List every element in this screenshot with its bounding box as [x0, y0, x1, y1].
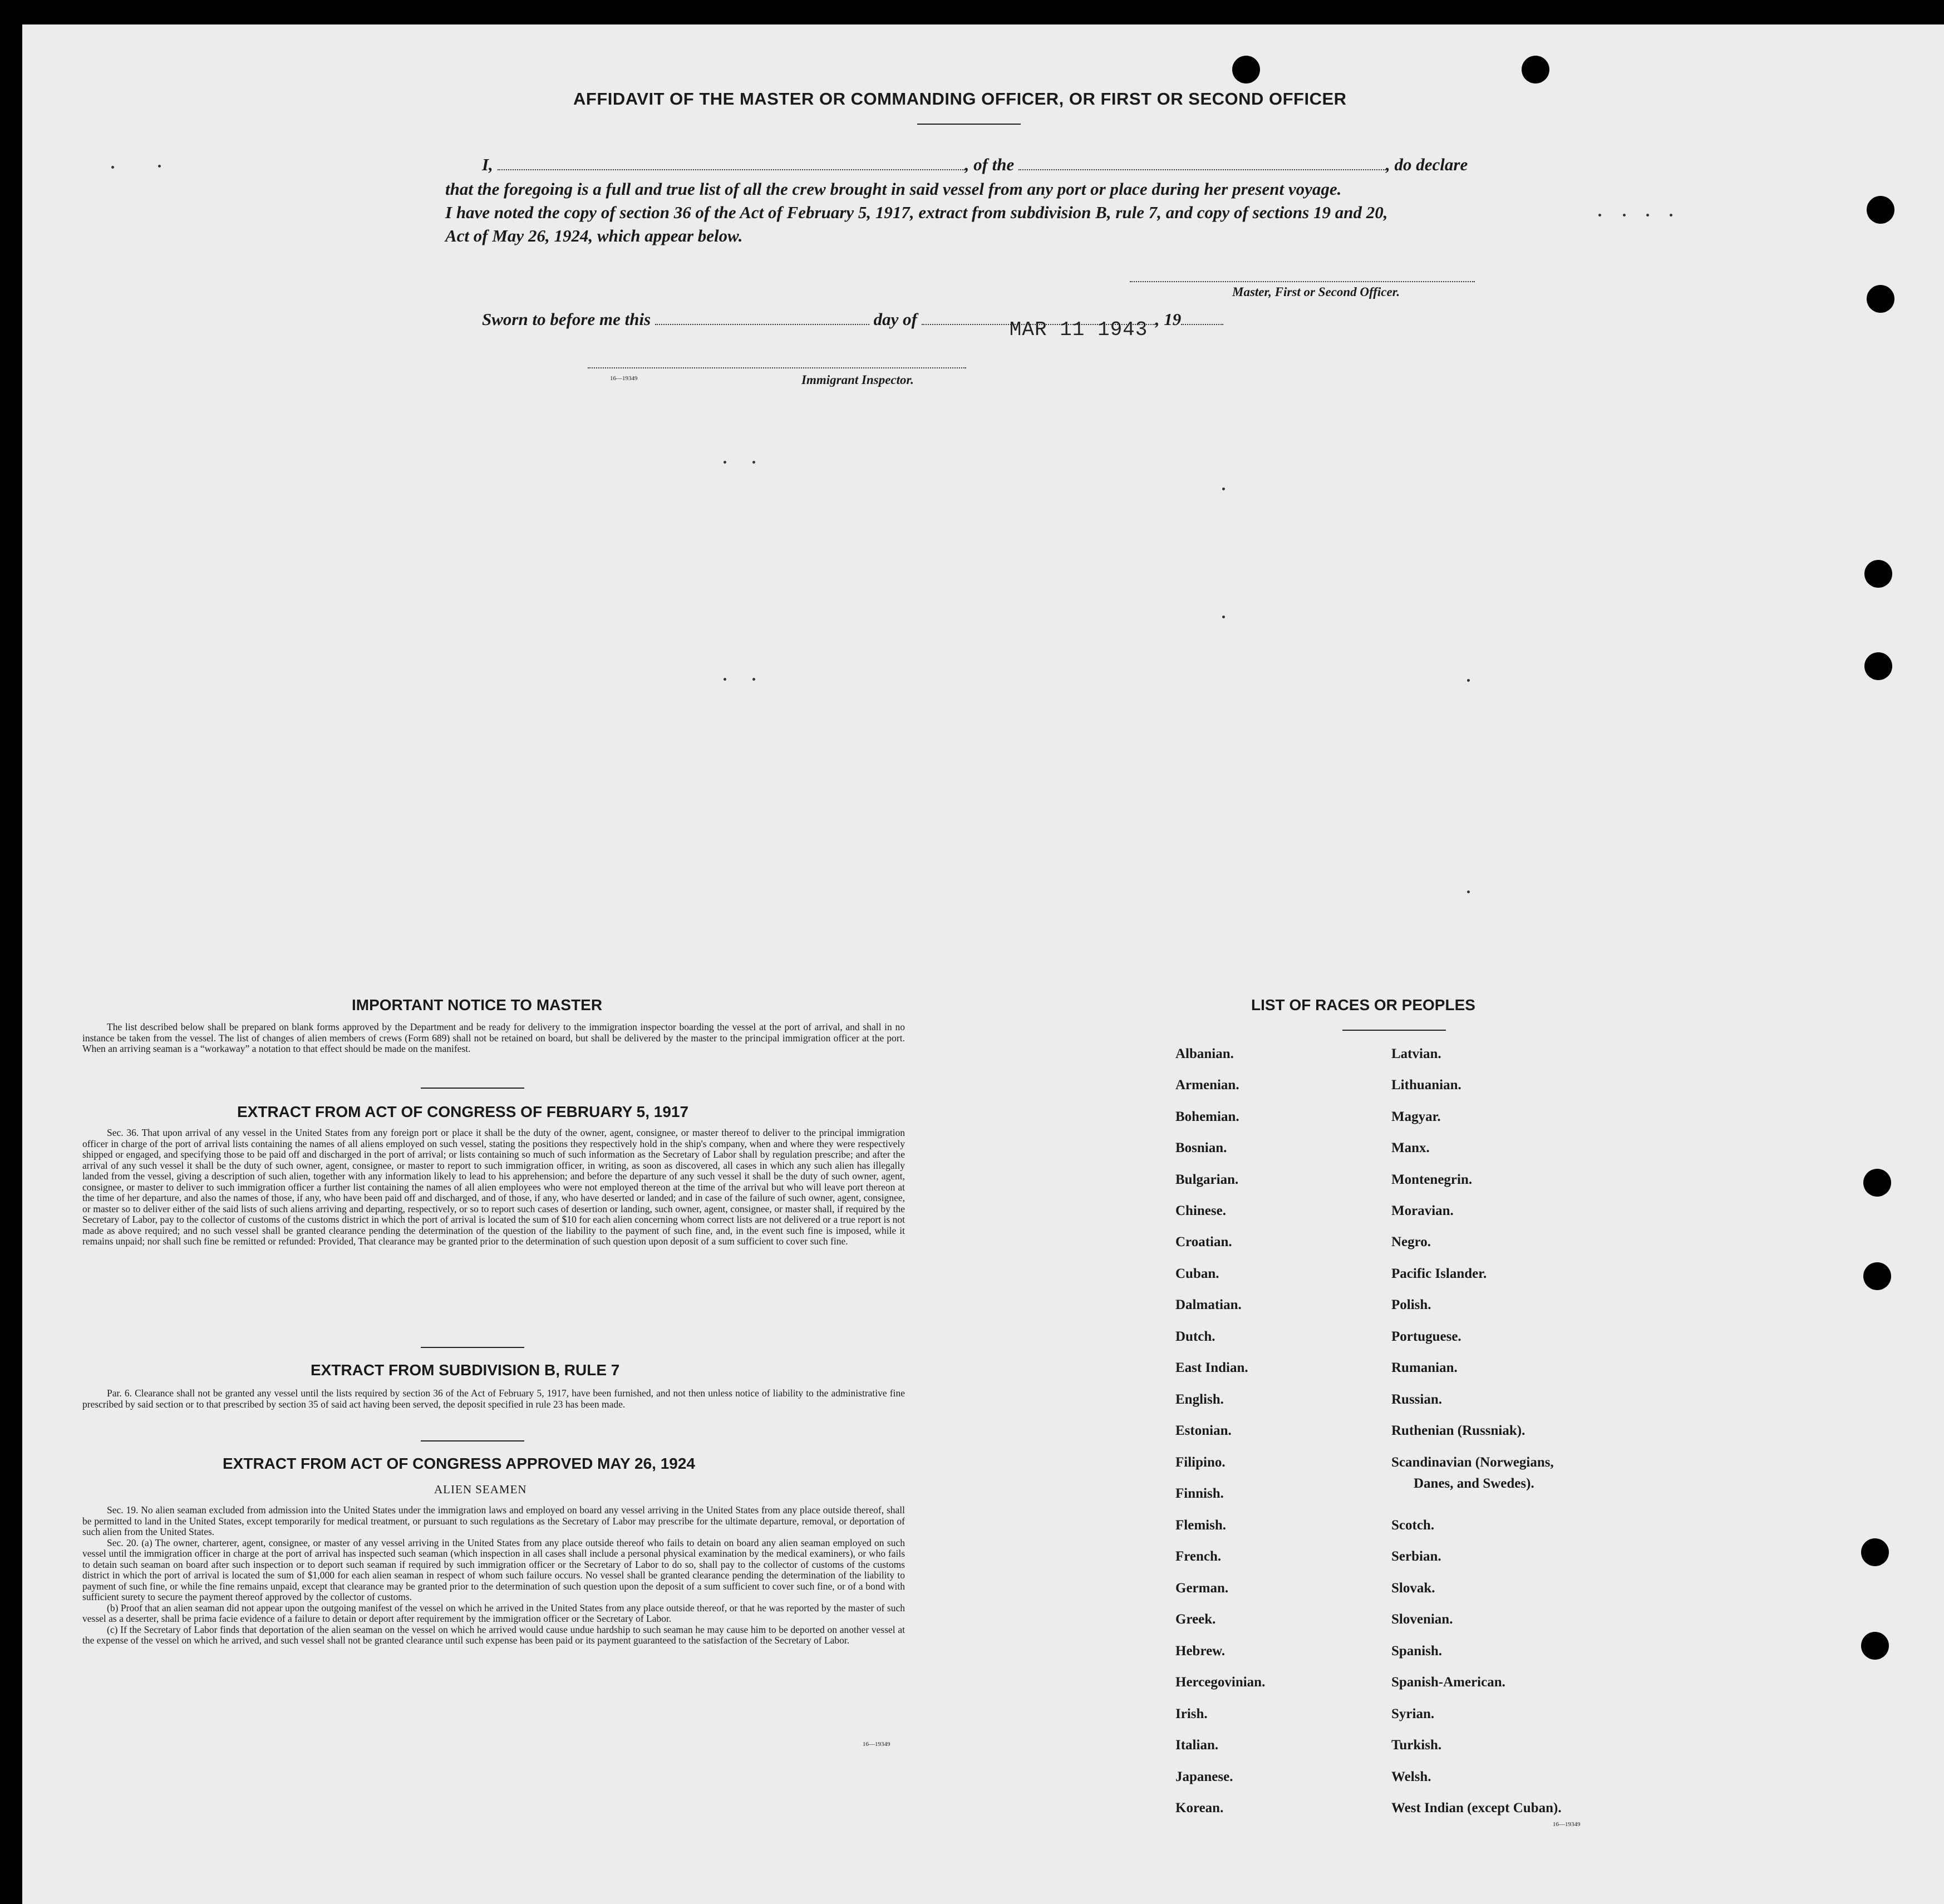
notice-heading: IMPORTANT NOTICE TO MASTER: [352, 996, 603, 1014]
print-speck: [1222, 488, 1225, 490]
races-rule: [1342, 1030, 1446, 1031]
sworn-line: [482, 309, 1223, 341]
declaration-line-1: [482, 155, 1468, 175]
race-item: East Indian.: [1175, 1360, 1248, 1375]
declaration-line-2: that the foregoing is a full and true list of all the crew brought in said vessel from any port or place during her present voyage.: [445, 179, 1342, 199]
declaration-line-3: I have noted the copy of section 36 of the Act of February 5, 1917, extract from subdivision B, rule 7, and copy of sections 19 and 20,: [445, 203, 1388, 222]
sec-20b-text: (b) Proof that an alien seaman did not appear upon the outgoing manifest of the vessel on which he arrived in the United States from any place outside thereof, or that he was reported by the master of such vessel as a deserter, shall be prima facie evidence of a failure to detain or deport after requirement by the immigration officer or the Secretary of Labor.: [82, 1602, 905, 1624]
print-speck: [1467, 890, 1470, 893]
punch-hole: [1861, 1538, 1889, 1566]
race-item: Korean.: [1175, 1800, 1224, 1816]
races-heading: LIST OF RACES OR PEOPLES: [1251, 996, 1475, 1014]
race-item: Negro.: [1391, 1234, 1431, 1249]
race-item: Portuguese.: [1391, 1329, 1461, 1344]
race-item: Turkish.: [1391, 1738, 1442, 1753]
race-item: Spanish.: [1391, 1644, 1443, 1659]
race-item: Magyar.: [1391, 1109, 1441, 1124]
punch-hole: [1863, 1262, 1891, 1290]
race-item: Rumanian.: [1391, 1360, 1458, 1375]
print-speck: [752, 678, 755, 681]
print-speck: [724, 678, 726, 681]
print-speck: [1467, 679, 1470, 682]
do-declare-label: , do declare: [1386, 155, 1468, 174]
print-speck: [1222, 616, 1225, 618]
race-item: Italian.: [1175, 1738, 1219, 1753]
race-item: West Indian (except Cuban).: [1391, 1800, 1562, 1816]
race-item: Welsh.: [1391, 1769, 1431, 1784]
sec-36-text: Sec. 36. That upon arrival of any vessel in the United States from any foreign port or place it shall be the duty of the owner, agent, consignee, or master thereof to deliver to the principal immigration officer in charge of the port of arrival lists containing the names of all aliens employed on such vessel, stating the positions they respectively hold in the ship's company, when and where they were respectively shipped or engaged, and specifying those to be paid off and discharged in the port of arrival; or lists containing so much of such information as the Secretary of Labor shall by regulation prescribe; and after the arrival of any such vessel it shall be the duty of such owner, agent, consignee, or master to report to such immigration officer, in writing, as soon as discovered, all cases in which any such alien has illegally landed from the vessel, giving a description of such alien, together with any information likely to lead to his apprehension; and before the departure of any such vessel it shall be the duty of such owner, agent, consignee, or master to deliver to such immigration officer a further list containing the names of all alien employees who were not employed thereon at the time of the arrival but who will leave port thereon at the time of her departure, and also the names of those, if any, who have been paid off and discharged, and of those, if any, who have deserted or landed; and in case of the failure of such owner, agent, consignee, or master so to deliver either of the said lists of such aliens arriving and departing, respectively, or so to report such cases of desertion or landing, such owner, agent, consignee, or master shall, if required by the Secretary of Labor, pay to the collector of customs of the customs district in which the port of arrival is located the sum of $10 for each alien concerning whom correct lists are not delivered or a true report is not made as above required; and no such vessel shall be granted clearance pending the determination of the question of the liability to the payment of such fine, and, in the event such fine is imposed, while it remains unpaid; nor shall such fine be remitted or refunded: Provided, That clearance may be granted prior to the determination of such question upon deposit of a sum sufficient to cover such fine.: [82, 1127, 905, 1247]
print-speck: [1670, 214, 1672, 217]
punch-hole: [1861, 1632, 1889, 1660]
punch-hole: [1232, 56, 1260, 83]
race-item: Slovak.: [1391, 1581, 1435, 1596]
race-item: Dutch.: [1175, 1329, 1215, 1344]
name-field[interactable]: [498, 169, 965, 170]
extract-1917-heading: EXTRACT FROM ACT OF CONGRESS OF FEBRUARY 5, 1917: [237, 1103, 689, 1120]
punch-hole: [1864, 560, 1892, 588]
race-item: Syrian.: [1391, 1706, 1435, 1721]
day-field[interactable]: [655, 324, 869, 325]
affidavit-title: AFFIDAVIT OF THE MASTER OR COMMANDING OFFICER, OR FIRST OR SECOND OFFICER: [573, 89, 1347, 109]
race-item: Japanese.: [1175, 1769, 1233, 1784]
race-item: Hercegovinian.: [1175, 1675, 1266, 1690]
year-label: , 19: [1155, 309, 1182, 329]
race-item: Estonian.: [1175, 1423, 1232, 1438]
punch-hole: [1867, 285, 1894, 313]
print-speck: [724, 461, 726, 464]
race-item: Finnish.: [1175, 1486, 1224, 1501]
punch-hole: [1867, 196, 1894, 224]
notice-body: [82, 1022, 905, 1055]
extract-1917-body: [82, 1128, 905, 1247]
sec-20c-text: (c) If the Secretary of Labor finds that deportation of the alien seaman on the vessel on which he arrived would cause undue hardship to such seaman he may cause him to be deported on another vessel at the expense of the vessel on which he arrived, and such vessel shall not be granted clearance until such expense has been paid or its payment guaranteed to the satisfaction of the Secretary of Labor.: [82, 1623, 905, 1646]
race-item: Scotch.: [1391, 1518, 1435, 1533]
race-item: German.: [1175, 1581, 1229, 1596]
race-item: Danes, and Swedes).: [1414, 1476, 1534, 1491]
rule-7-body: [82, 1388, 905, 1410]
race-item: Lithuanian.: [1391, 1078, 1461, 1093]
sec-20a-text: Sec. 20. (a) The owner, charterer, agent, consignee, or master of any vessel arriving in the United States from any place outside thereof who fails to detain on board any alien seaman employed on such vessel until the immigration officer in charge at the port of arrival has inspected such seaman (which inspection in all cases shall include a personal physical examination by the medical examiners), or who fails to detain such seaman on board after such inspection or to deport such seaman if required by such immigration officer or the Secretary of Labor to do so, shall pay to the collector of customs of the customs district in which the port of arrival is located the sum of $1,000 for each alien seaman in respect of whom such failure occurs. No vessel shall be granted clearance pending the determination of the liability to payment of such fine, or while the fine remains unpaid, except that clearance may be granted prior to the determination of such question upon the deposit of a sum sufficient to cover such fine, or of a bond with sufficient surety to secure the payment thereof approved by the collector of customs.: [82, 1537, 905, 1602]
race-item: Armenian.: [1175, 1078, 1239, 1093]
form-code: 16—19349: [610, 375, 638, 382]
print-speck: [752, 461, 755, 464]
section-rule: [421, 1440, 524, 1441]
punch-hole: [1522, 56, 1549, 83]
section-rule: [421, 1088, 524, 1089]
date-stamp: MAR 11 1943: [1009, 318, 1148, 341]
race-item: Russian.: [1391, 1392, 1443, 1407]
race-item: Greek.: [1175, 1612, 1216, 1627]
declaration-line-4: Act of May 26, 1924, which appear below.: [445, 226, 743, 245]
race-item: Spanish-American.: [1391, 1675, 1505, 1690]
race-item: Latvian.: [1391, 1046, 1441, 1061]
race-item: Serbian.: [1391, 1549, 1441, 1564]
race-item: Flemish.: [1175, 1518, 1226, 1533]
race-item: Moravian.: [1391, 1203, 1454, 1218]
year-field[interactable]: [1181, 324, 1223, 325]
par-6-text: Par. 6. Clearance shall not be granted any vessel until the lists required by section 36 of the Act of February 5, 1917, have been furnished, and not then unless notice of liability to the administrative fine prescribed by said section or to that prescribed by section 35 of said act having been served, the deposit specified in rule 23 has been made.: [82, 1388, 905, 1410]
race-item: Chinese.: [1175, 1203, 1226, 1218]
race-item: Ruthenian (Russniak).: [1391, 1423, 1525, 1438]
race-item: Pacific Islander.: [1391, 1266, 1487, 1281]
rule-7-heading: EXTRACT FROM SUBDIVISION B, RULE 7: [311, 1361, 620, 1379]
punch-hole: [1864, 652, 1892, 680]
punch-hole: [1863, 1169, 1891, 1197]
day-of-label: day of: [873, 309, 917, 329]
vessel-field[interactable]: [1018, 169, 1386, 170]
race-item: French.: [1175, 1549, 1222, 1564]
month-field[interactable]: [922, 318, 1155, 341]
section-rule: [421, 1347, 524, 1348]
extract-1924-heading: EXTRACT FROM ACT OF CONGRESS APPROVED MAY 26, 1924: [223, 1455, 695, 1472]
race-item: Bulgarian.: [1175, 1172, 1239, 1187]
form-code: 16—19349: [1553, 1821, 1581, 1828]
master-signature-line[interactable]: [1130, 281, 1475, 282]
race-item: Filipino.: [1175, 1455, 1226, 1470]
race-item: Polish.: [1391, 1297, 1431, 1312]
inspector-label: Immigrant Inspector.: [801, 373, 914, 387]
race-item: Manx.: [1391, 1140, 1430, 1155]
print-speck: [1646, 214, 1649, 217]
i-label: I,: [482, 155, 493, 174]
sec-19-text: Sec. 19. No alien seaman excluded from admission into the United States under the immigration laws and employed on board any vessel arriving in the United States from any place outside thereof, shall be permitted to land in the United States, except temporarily for medical treatment, or pursuant to such regulations as the Secretary of Labor may prescribe for the ultimate departure, removal, or deportation of such alien from the United States.: [82, 1504, 905, 1537]
title-rule: [917, 124, 1021, 125]
print-speck: [158, 165, 161, 168]
race-item: Scandinavian (Norwegians,: [1391, 1455, 1554, 1470]
inspector-signature-line[interactable]: [588, 367, 966, 368]
race-item: English.: [1175, 1392, 1224, 1407]
race-item: Dalmatian.: [1175, 1297, 1242, 1312]
race-item: Bosnian.: [1175, 1140, 1227, 1155]
print-speck: [111, 166, 114, 169]
race-item: Slovenian.: [1391, 1612, 1453, 1627]
print-speck: [1623, 214, 1626, 217]
notice-text: The list described below shall be prepared on blank forms approved by the Department and be ready for delivery to the immigration inspector boarding the vessel at the port of arrival, and shall in no instance be taken from the vessel. The list of changes of alien members of crews (Form 689) shall not be retained on board, but shall be delivered by the master to the principal immigration officer at the port. When an arriving seaman is a “workaway” a notation to that effect should be made on the manifest.: [82, 1021, 905, 1054]
print-speck: [1598, 214, 1601, 217]
race-item: Montenegrin.: [1391, 1172, 1473, 1187]
race-item: Irish.: [1175, 1706, 1208, 1721]
master-label: Master, First or Second Officer.: [1232, 285, 1400, 299]
form-code: 16—19349: [863, 1741, 890, 1748]
alien-seamen-subheading: ALIEN SEAMEN: [434, 1483, 527, 1496]
race-item: Albanian.: [1175, 1046, 1234, 1061]
race-item: Croatian.: [1175, 1234, 1232, 1249]
extract-1924-body: [82, 1505, 905, 1646]
of-the-label: , of the: [964, 155, 1015, 174]
sworn-label: Sworn to before me this: [482, 309, 651, 329]
race-item: Bohemian.: [1175, 1109, 1239, 1124]
race-item: Hebrew.: [1175, 1644, 1226, 1659]
race-item: Cuban.: [1175, 1266, 1219, 1281]
